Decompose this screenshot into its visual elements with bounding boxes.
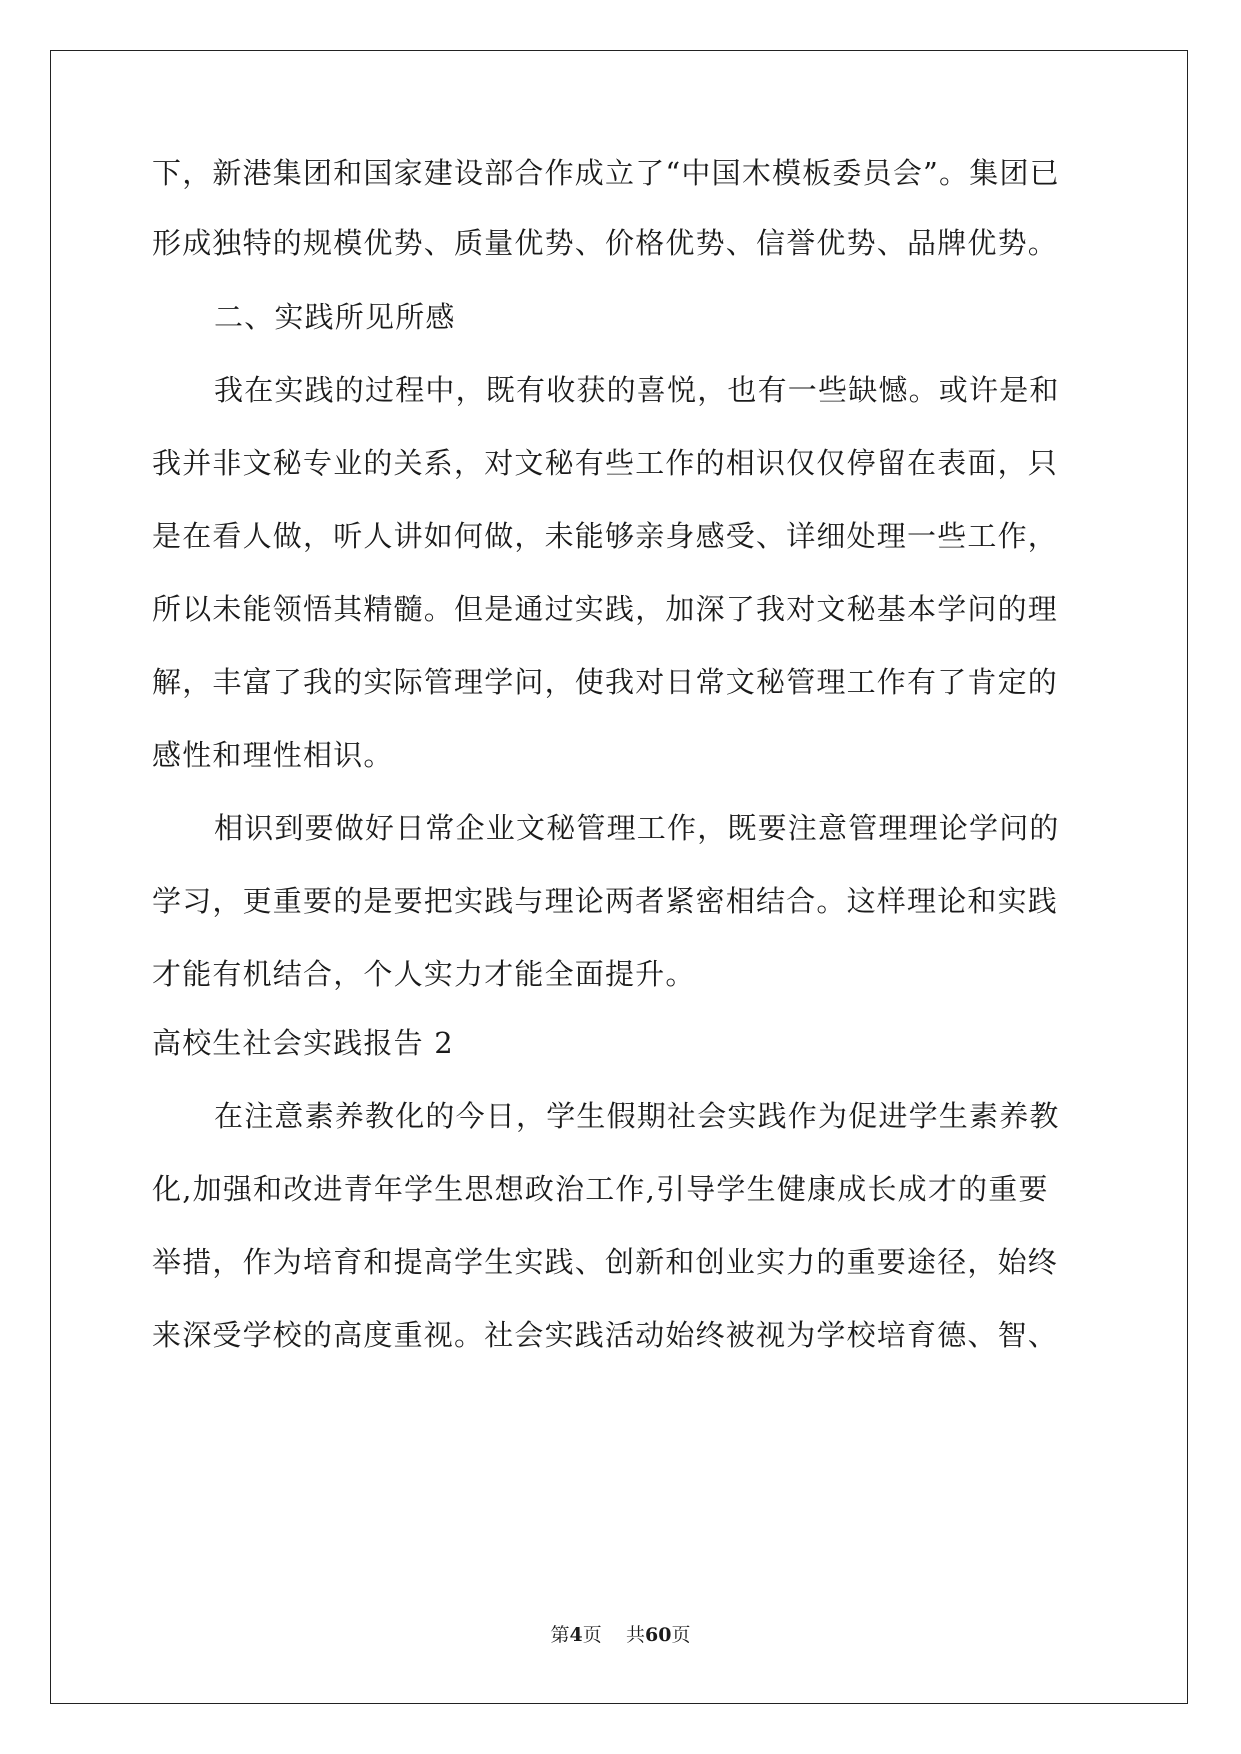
text-line-2: 形成独特的规模优势、质量优势、价格优势、信誉优势、品牌优势。 — [152, 226, 1059, 260]
footer-total-suffix: 页 — [671, 1624, 691, 1646]
text-line-12: 才能有机结合，个人实力才能全面提升。 — [152, 957, 696, 991]
text-line-10: 相识到要做好日常企业文秘管理工作，既要注意管理理论学问的 — [214, 811, 1060, 845]
footer-total-pages: 60 — [644, 1624, 672, 1646]
footer-total-prefix: 共 — [625, 1624, 645, 1646]
text-line-14: 在注意素养教化的今日，学生假期社会实践作为促进学生素养教 — [214, 1099, 1060, 1133]
text-line-16: 举措，作为培育和提高学生实践、创新和创业实力的重要途径，始终 — [152, 1245, 1059, 1279]
text-line-15: 化,加强和改进青年学生思想政治工作,引导学生健康成长成才的重要 — [152, 1172, 1049, 1206]
text-line-4: 我在实践的过程中，既有收获的喜悦，也有一些缺憾。或许是和 — [214, 373, 1060, 407]
text-line-11: 学习，更重要的是要把实践与理论两者紧密相结合。这样理论和实践 — [152, 884, 1059, 918]
text-line-7: 所以未能领悟其精髓。但是通过实践，加深了我对文秘基本学问的理 — [152, 592, 1059, 626]
text-line-1: 下，新港集团和国家建设部合作成立了“中国木模板委员会”。集团已 — [152, 156, 1060, 190]
report-title: 高校生社会实践报告 2 — [152, 1026, 454, 1060]
text-line-17: 来深受学校的高度重视。社会实践活动始终被视为学校培育德、智、 — [152, 1318, 1059, 1352]
footer-page-prefix: 第 — [550, 1624, 570, 1646]
page-footer — [0, 1623, 1241, 1647]
section-heading: 二、实践所见所感 — [214, 300, 456, 334]
text-line-6: 是在看人做，听人讲如何做，未能够亲身感受、详细处理一些工作， — [152, 519, 1059, 553]
footer-page-number: 4 — [569, 1624, 583, 1646]
text-line-9: 感性和理性相识。 — [152, 738, 394, 772]
footer-page-suffix: 页 — [582, 1624, 602, 1646]
text-line-8: 解，丰富了我的实际管理学问，使我对日常文秘管理工作有了肯定的 — [152, 665, 1059, 699]
text-line-5: 我并非文秘专业的关系，对文秘有些工作的相识仅仅停留在表面，只 — [152, 446, 1059, 480]
